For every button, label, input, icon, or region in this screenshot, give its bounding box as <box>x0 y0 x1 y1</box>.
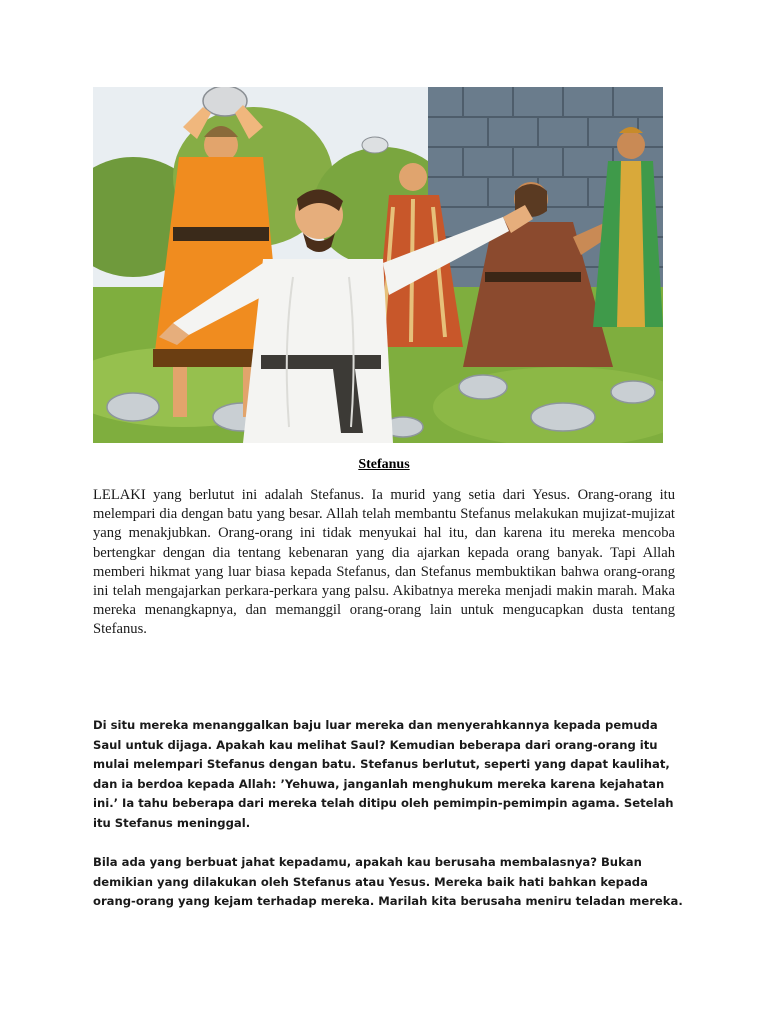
stoning-of-stephen-illustration <box>93 87 663 443</box>
story-paragraph-3: Bila ada yang berbuat jahat kepadamu, apakah kau berusaha membalasnya? Bukan demikian yang dilakukan oleh Stefanus atau Yesus. Mereka baik hati̇ bahkan kepada orang-orang yang kejam terhadap mereka. Marilah kita berusaha meniru teladan mereka. <box>93 855 683 909</box>
story-paragraph-1: LELAKI yang berlutut ini adalah Stefanus. Ia murid yang setia dari Yesus. Orang-orang itu melempari dia dengan batu yang besar. Allah telah membantu Stefanus melakukan mujizat-mujizat yang menakjubkan. Orang-orang ini tidak menyukai hal itu, dan karena itu mereka mencoba bertengkar dengan dia tentang kebenaran yang dia ajarkan kepada orang banyak. Tapi Allah memberi hikmat yang luar biasa kepada Stefanus, dan Stefanus membuktikan bahwa orang-orang ini telah mengajarkan perkara-perkara yang palsu. Akibatnya mereka menjadi makin marah. Maka mereka menangkapnya, dan memanggil orang-orang lain untuk mengucapkan dusta tentang Stefanus. <box>93 487 675 638</box>
story-paragraph-2: Di situ mereka menanggalkan baju luar mereka dan menyerahkannya kepada pemuda Saul untuk dijaga. Apakah kau melihat Saul? Kemudian beberapa dari orang-orang itu mulai melempari Stefanus dengan batu. Stefanus berlutut, seperti̇ yang dapat kaulihat, dan ia berdoa kepada Allah: ’Yehuwa, janganlah menghukum mereka karena kejahatan ini.’ Ia tahu beberapa dari mereka telah diti̇pu oleh pemimpin-pemimpin agama. Setelah itu Stefanus meninggal. <box>93 718 674 830</box>
image-caption: Stefanus <box>358 457 410 472</box>
